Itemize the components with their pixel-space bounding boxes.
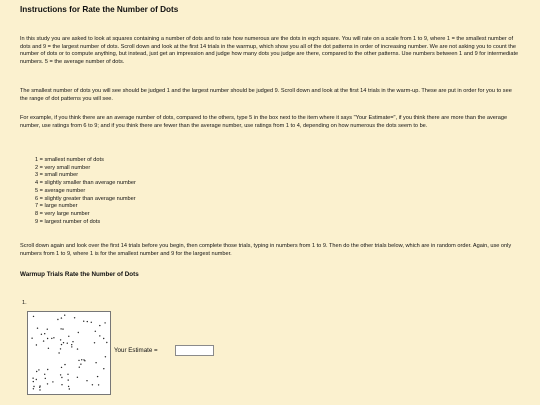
dot	[39, 385, 40, 386]
dot	[97, 376, 98, 377]
scale-item: 3 = small number	[35, 172, 79, 179]
dot	[47, 369, 48, 370]
dot	[52, 381, 53, 382]
dot	[98, 384, 99, 385]
dot	[94, 342, 95, 343]
dot	[106, 342, 107, 343]
dot	[47, 383, 48, 384]
dot	[83, 359, 84, 360]
dot	[71, 346, 72, 347]
dot	[92, 384, 93, 385]
dot	[36, 371, 37, 372]
dot	[61, 377, 62, 378]
dot	[39, 387, 40, 388]
dot	[39, 389, 40, 390]
dot	[41, 334, 42, 335]
dot	[103, 338, 104, 339]
estimate-label: Your Estimate =	[114, 347, 158, 354]
trial-number: 1.	[22, 300, 27, 306]
dot	[36, 379, 37, 380]
dot	[64, 364, 65, 365]
dot	[61, 367, 62, 368]
dot	[64, 315, 65, 316]
estimate-input[interactable]	[175, 345, 214, 356]
dot	[99, 325, 100, 326]
dot	[95, 331, 96, 332]
scale-item: 8 = very large number	[35, 210, 90, 217]
dot	[105, 356, 106, 357]
dot	[38, 369, 39, 370]
dot	[80, 364, 81, 365]
dot	[78, 332, 79, 333]
dot	[60, 328, 61, 329]
example-paragraph: For example, if you think there are an average number of dots, compared to the others, type 5 in the box next to the item where it says "Your Estimate=", if you think there are more than the average number, use ratings from 6 to 9; and if you think there are fewer than the average number, use ratings from 1 to 4, depending on how numerous the dots seem to be.	[20, 115, 508, 129]
dot	[32, 378, 33, 379]
scale-item: 9 = largest number of dots	[35, 218, 101, 225]
dot	[37, 328, 38, 329]
dot	[57, 319, 58, 320]
dot	[53, 337, 54, 338]
dot	[72, 341, 73, 342]
warmup-heading: Warmup Trials Rate the Number of Dots	[20, 271, 139, 278]
dot	[60, 339, 61, 340]
dot	[31, 338, 32, 339]
dot	[71, 344, 72, 345]
dot	[61, 344, 62, 345]
dot	[99, 335, 100, 336]
range-paragraph: The smallest number of dots you will see should be judged 1 and the largest number should be judged 9. Scroll down and look at the first 14 trials in the warm-up. These are put in order for you to see the range of dot patterns you will see.	[20, 88, 512, 102]
dot	[51, 338, 52, 339]
dot	[44, 333, 45, 334]
dot	[83, 321, 84, 322]
dot	[68, 379, 69, 380]
dot	[33, 316, 34, 317]
scale-item: 6 = slightly greater than average number	[35, 195, 136, 202]
dot	[104, 322, 105, 323]
procedure-paragraph: Scroll down again and look over the first 14 trials before you begin, then complete those trials, typing in numbers from 1 to 9. Then do the other trials below, which are in random order. Again, use only numbers from 1 to 9, where 1 is for the smallest number and 9 for the largest number.	[20, 243, 512, 257]
dot	[81, 359, 82, 360]
dot	[62, 328, 63, 329]
scale-item: 2 = very small number	[35, 164, 91, 171]
rating-scale-list	[35, 157, 136, 226]
dot-pattern	[28, 312, 110, 394]
dot	[103, 368, 104, 369]
dot	[67, 343, 68, 344]
scale-item: 1 = smallest number of dots	[35, 157, 104, 163]
dot	[87, 321, 88, 322]
dot	[61, 317, 62, 318]
dot	[33, 386, 34, 387]
dot	[47, 338, 48, 339]
scale-item: 7 = large number	[35, 203, 78, 210]
dot-pattern-image	[27, 311, 111, 395]
dot	[74, 317, 75, 318]
dot	[48, 348, 49, 349]
dot	[60, 348, 61, 349]
dot	[33, 381, 34, 382]
dot	[63, 342, 64, 343]
dot	[69, 388, 70, 389]
dot	[33, 388, 34, 389]
dot	[67, 374, 68, 375]
scale-item: 5 = average number	[35, 187, 86, 194]
dot	[44, 374, 45, 375]
dot	[77, 377, 78, 378]
dot	[45, 378, 46, 379]
scale-item: 4 = slightly smaller than average number	[35, 180, 136, 187]
dot	[60, 374, 61, 375]
dot	[79, 367, 80, 368]
dot	[78, 360, 79, 361]
dot	[68, 336, 69, 337]
intro-paragraph: In this study you are asked to look at squares containing a number of dots and to rate how numerous are the dots in eqch square. You will rate on a scale from 1 to 9, where 1 = the smallest number of dots and 9 = the largest number of dots. Scroll down and look at the first 14 trials in the warmup, which show you all of the dot patterns in order of increasing number. We are not asking you to count the number of dots or to compute anything, but instead, just get an impression and judge how many dots you judge are there, compared to the other patterns. Use numbers between 1 and 9 for intermediate numbers. 5 = the average number of dots.	[20, 36, 519, 65]
dot	[68, 386, 69, 387]
dot	[36, 344, 37, 345]
dot	[61, 384, 62, 385]
dot	[77, 348, 78, 349]
dot	[95, 362, 96, 363]
dot	[86, 380, 87, 381]
dot	[58, 352, 59, 353]
page-title: Instructions for Rate the Number of Dots	[20, 5, 179, 14]
dot	[47, 329, 48, 330]
dot	[91, 322, 92, 323]
dot	[43, 340, 44, 341]
